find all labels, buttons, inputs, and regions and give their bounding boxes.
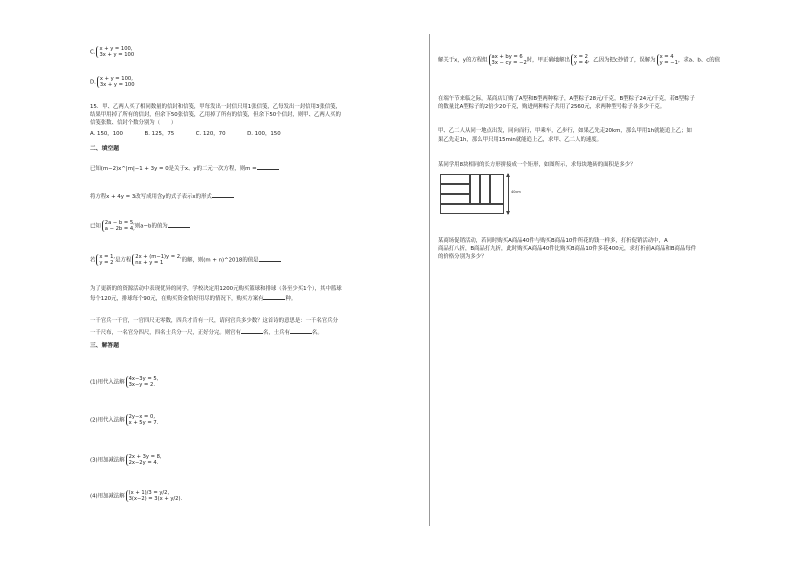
fill-q3-system: 2a − b = 5, a − 2b = 4, [102, 220, 135, 232]
option-c: C. x + y = 100, 3x + y = 100 [90, 46, 135, 58]
solve-q1-system: 4x−3y = 5, 3x−y = 2. [126, 376, 159, 388]
solve-q4-system: (x + 1)/3 = y/2, 3(x−2) = 3(x + y/2). [126, 490, 183, 502]
solve-q4: (4)用加减法解 (x + 1)/3 = y/2, 3(x−2) = 3(x + y/2). [90, 490, 183, 502]
figure-tile [480, 174, 490, 204]
figure-dimension-arrow [508, 174, 509, 214]
right-q5-line2: 商品打八折，B商品打九折，此时购买A商品40件比购买B商品10件多花400元，求打折前A商品和B商品每件 [438, 246, 697, 252]
q15-line1: 15．甲、乙两人买了相同数量的信封和信笺，甲每发出一封信只用1张信笺，乙每发出一封信用3张信笺， [90, 104, 341, 110]
option-d: D. x + y = 100, 3x + y = 100 [90, 76, 135, 88]
figure-tile [440, 194, 470, 204]
fill-q5-line2: 每个120元，排球每个90元，在购买资金恰好用尽的情况下，购买方案有 种。 [90, 296, 297, 302]
solve-q2-system: 2y−x = 0, x + 5y = 7. [126, 414, 159, 426]
answer-blank [263, 294, 285, 300]
answer-blank [212, 192, 234, 198]
answer-blank [259, 256, 281, 262]
section-solve-title: 三、解答题 [90, 343, 119, 349]
fill-q2: 将方程x + 4y = 3改写成用含y的式子表示x的形式 [90, 192, 234, 201]
right-q5-line3: 的价格分别为多少？ [438, 254, 487, 260]
fill-q1: 已知(m−2)x^|m|−1 + 3y = 0是关于x、y的二元一次方程，则m = [90, 164, 279, 173]
q15-line3: 信笺张数、信封个数分别为（ ） [90, 120, 177, 126]
q15-options: A. 150，100 B. 125，75 C. 120，70 D. 100，150 [90, 131, 281, 137]
fill-q5-line1: 为了更新的的资源活动中表现优异的同学，学校决定用1200元购买篮球和排球（各至少买1个），其中篮球 [90, 286, 342, 292]
solve-q3: (3)用加减法解 2x + 3y = 8, 2x−2y = 4. [90, 454, 162, 466]
right-q1-solution-b: x = 4 y = −1 [657, 54, 678, 66]
right-q4-line1: 某同学用8块相同的长方形拼接成一个矩形，如图所示，求每块地砖的面积是多少？ [438, 162, 636, 168]
fill-q4-system-a: x = 1, y = 2 [96, 254, 115, 266]
figure-tile [440, 184, 470, 194]
q15-line2: 结果甲用掉了所有的信封，但余下50张信笺，乙用掉了所有的信笺，但余下50个信封，则甲、乙两人买的 [90, 112, 341, 118]
answer-blank [241, 328, 263, 334]
figure-tile [440, 204, 504, 214]
fill-q4-system-b: 2x + (m−1)y = 2, nx + y = 1 [132, 254, 181, 266]
section-fill-title: 二、填空题 [90, 146, 119, 152]
solve-q2: (2)用代入法解 2y−x = 0, x + 5y = 7. [90, 414, 159, 426]
figure-dimension-label: 40cm [511, 190, 521, 194]
option-c-system: x + y = 100, 3x + y = 100 [96, 46, 134, 58]
tile-figure [440, 174, 521, 216]
right-q5-line1: 某商场促销活动，若同时购买A商品40件与购买B商品10件所花的钱一样多，打折促销活动中，A [438, 238, 668, 244]
right-q3-line2: 果乙先走1h，那么甲只用15min就能追上乙，求甲、乙二人的速度。 [438, 137, 603, 143]
right-q1-system: ax + by = 6 3x − cy = −2 [489, 54, 527, 66]
right-q3-line1: 甲、乙二人从同一地点出发，同向而行，甲乘车，乙步行，如果乙先走20km，那么甲用1h就能追上乙；如 [438, 128, 692, 134]
fill-q3: 已知 2a − b = 5, a − 2b = 4, 则a−b的值为 [90, 220, 190, 232]
right-q1-solution-a: x = 2 y = 4 [571, 54, 588, 66]
figure-tile [440, 174, 470, 184]
right-q2-line2: 的数量比A型粽子的2倍少20千克，购进两种粽子共用了2560元，求两种型号粽子各多少千克。 [438, 104, 666, 110]
column-divider [429, 34, 430, 526]
figure-tile [470, 174, 480, 204]
right-q1: 解关于x，y的方程组 ax + by = 6 3x − cy = −2 时，甲正确地解出 x = 2 y = 4 ，乙因为把c抄错了，误解为 x = 4 y = −1 ，求a、b、c的值 [438, 54, 720, 66]
answer-blank [290, 328, 312, 334]
right-q2-line1: 在端午节来临之际，某商店订购了A型和B型两种粽子，A型粽子28元/千克，B型粽子24元/千克，若B型粽子 [438, 96, 695, 102]
answer-blank [257, 164, 279, 170]
answer-blank [168, 222, 190, 228]
option-d-system: x + y = 100, 3x + y = 100 [97, 76, 135, 88]
fill-q6-line2: 一千尺布，一名官分四尺，四名士兵分一尺，正好分完。则官有 名，士兵有 名。 [90, 330, 323, 336]
solve-q3-system: 2x + 3y = 8, 2x−2y = 4. [126, 454, 162, 466]
fill-q4: 若 x = 1, y = 2 是方程 2x + (m−1)y = 2, nx + y = 1 的解，则(m + n)^2018的值是 [90, 254, 281, 266]
fill-q6-line1: 一千官兵一千官，一官四尺无零数，四兵才肯有一尺，请问官兵多少数？这首诗的意思是：一千名官兵分 [90, 318, 338, 324]
solve-q1: (1)用代入法解 4x−3y = 5, 3x−y = 2. [90, 376, 159, 388]
figure-tile [490, 174, 504, 204]
